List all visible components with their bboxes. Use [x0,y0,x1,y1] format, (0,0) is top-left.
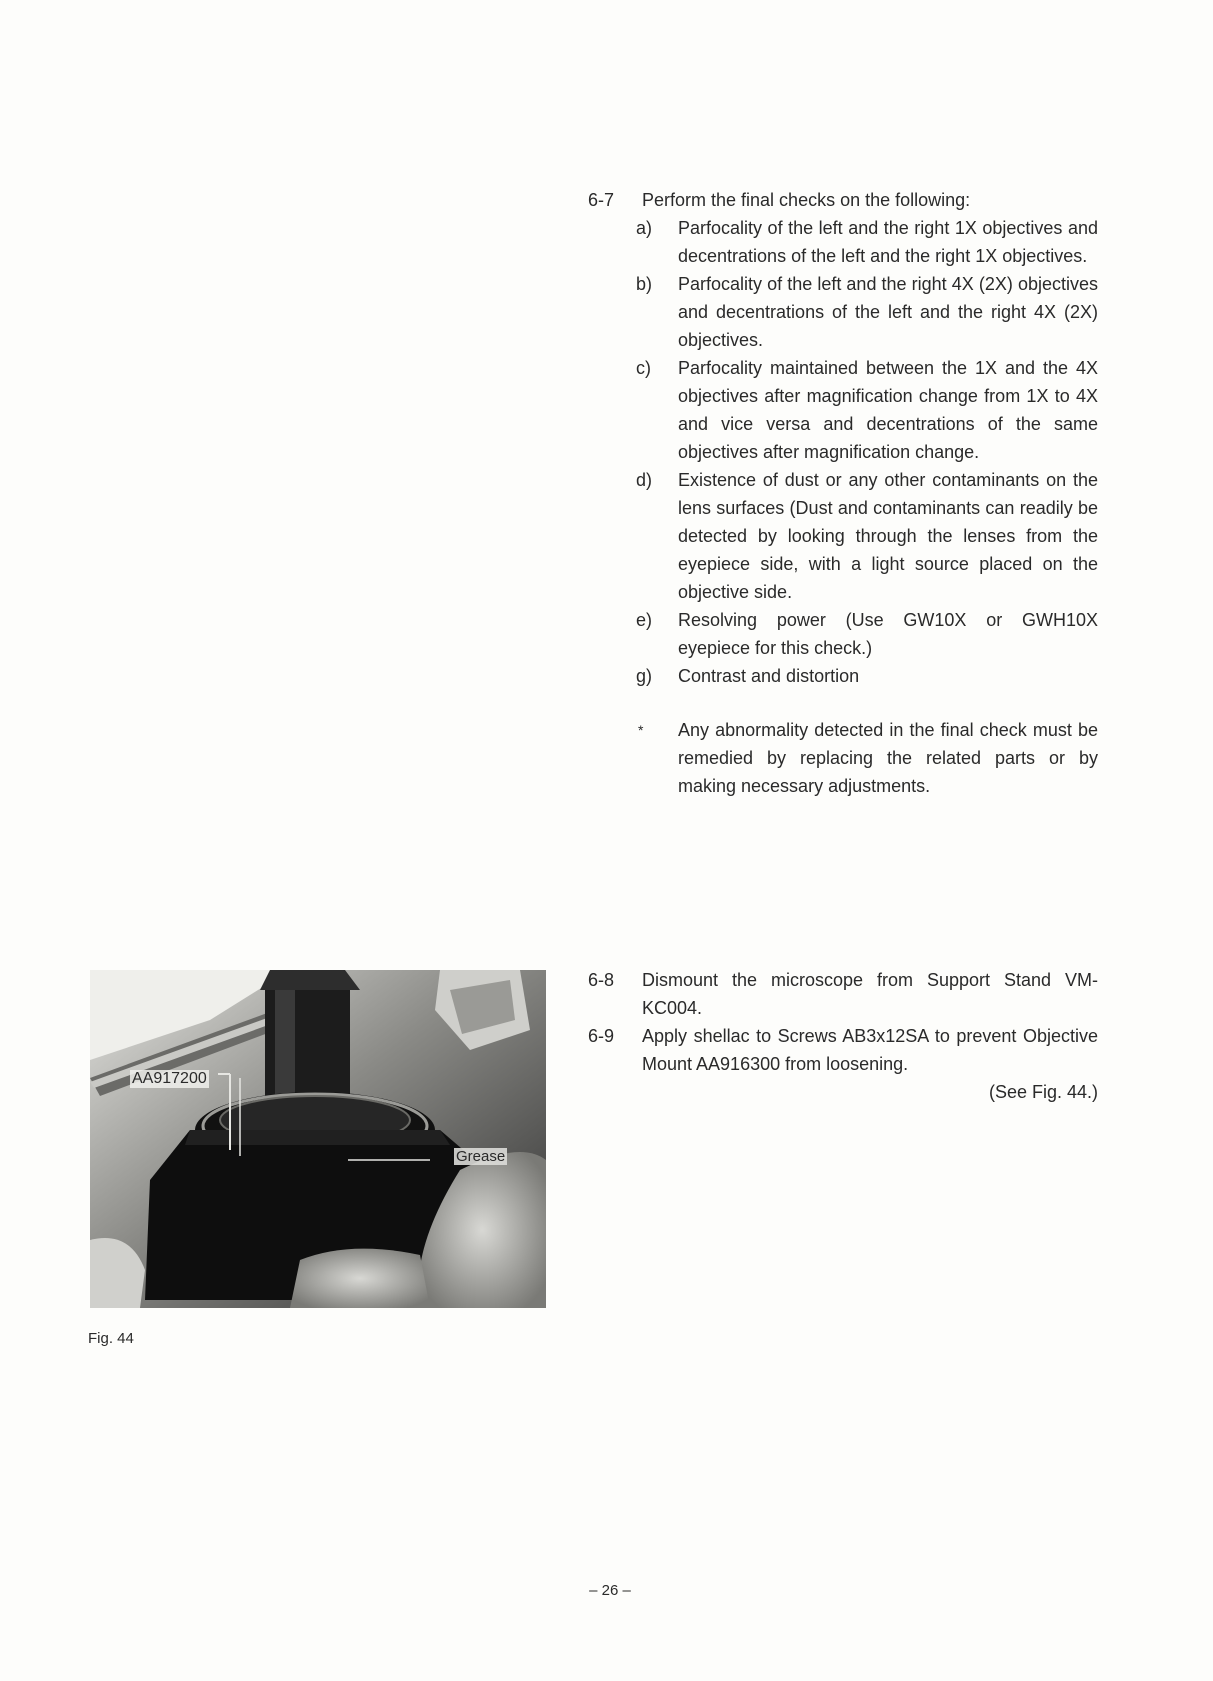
item-letter: a) [636,218,653,238]
item-letter: d) [636,470,653,490]
figure-reference: (See Fig. 44.) [988,1082,1098,1102]
section-text: Apply shellac to Screws AB3x12SA to prevent Objective Mount AA916300 from loosening. [642,1026,1098,1074]
note-bullet: * [638,722,644,738]
section-number: 6-9 [588,1026,615,1046]
note-text: Any abnormality detected in the final check must be remedied by replacing the related parts or by making necessary adjustments. [678,720,1098,796]
list-item [588,270,1098,354]
item-text: Parfocality maintained between the 1X and the 4X objectives after magnification change from 1X to 4X and vice versa and decentrations of the same objectives after magnification change. [678,358,1098,462]
figure-caption: Fig. 44 [88,1330,134,1347]
list-item [588,662,1098,690]
section-number: 6-8 [588,970,615,990]
note [588,716,1098,800]
item-letter: e) [636,610,653,630]
microscope-photo [90,970,546,1308]
item-text: Contrast and distortion [678,666,860,686]
list-item [588,606,1098,662]
part-label: AA917200 [132,1070,207,1087]
item-text: Existence of dust or any other contaminants on the lens surfaces (Dust and contaminants can readily be detected by looking through the lenses from the eyepiece side, with a light source placed on the objective side. [678,470,1098,602]
item-letter: c) [636,358,651,378]
item-letter: b) [636,274,653,294]
list-item [588,354,1098,466]
figure-photo [90,970,546,1308]
section-body [642,1022,1098,1106]
section-title: Perform the final checks on the following: [642,190,971,210]
section-text: Dismount the microscope from Support Stand VM-KC004. [642,970,1098,1018]
check-list [588,214,1098,800]
item-text: Parfocality of the left and the right 4X (2X) objectives and decentrations of the left and the right 4X (2X) objectives. [678,274,1098,350]
page-number: – 26 – [589,1582,631,1599]
item-letter: g) [636,666,653,686]
item-text: Resolving power (Use GW10X or GWH10X eyepiece for this check.) [678,610,1098,658]
grease-label: Grease [456,1148,506,1165]
section-number: 6-7 [588,190,615,210]
list-item [588,466,1098,606]
item-text: Parfocality of the left and the right 1X objectives and decentrations of the left and the right 1X objectives. [678,218,1098,266]
list-item [588,214,1098,270]
